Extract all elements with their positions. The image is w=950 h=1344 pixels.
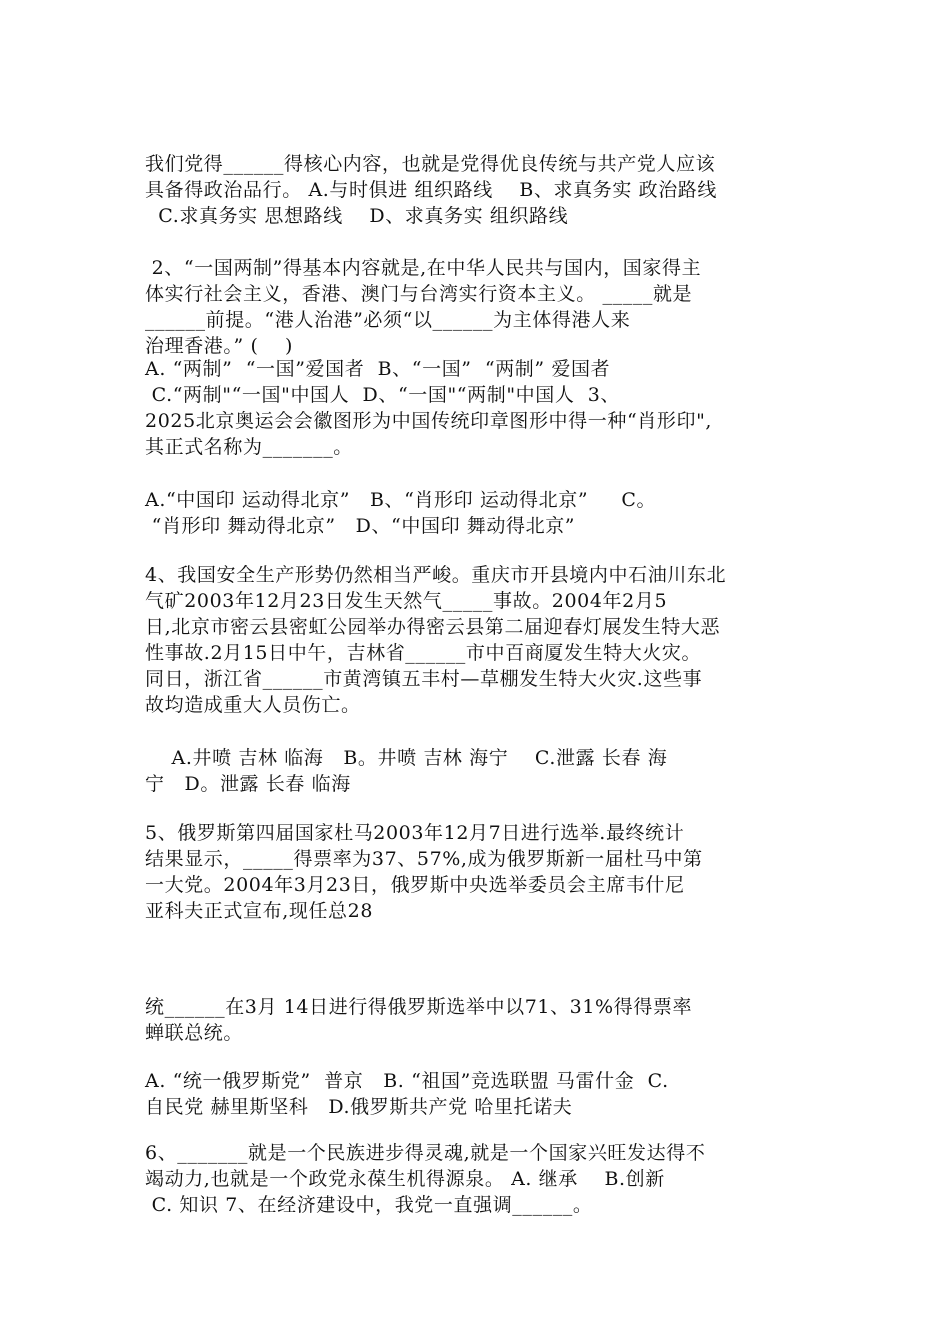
text-line: 宁 D。泄露 长春 临海 xyxy=(145,773,351,795)
text-line: C.求真务实 思想路线 D、求真务实 组织路线 xyxy=(145,205,569,227)
text-line: A.“中国印 运动得北京” B、“肖形印 运动得北京” C。 xyxy=(145,489,657,511)
text-line: 体实行社会主义，香港、澳门与台湾实行资本主义。 _____就是 xyxy=(145,283,693,305)
question-1-continuation xyxy=(145,151,810,229)
text-line: 2、“一国两制”得基本内容就是,在中华人民共与国内，国家得主 xyxy=(145,257,702,279)
text-line: 性事故.2月15日中午，吉林省______市中百商厦发生特大火灾。 xyxy=(145,642,702,664)
question-2-options xyxy=(145,356,810,460)
question-5-continuation xyxy=(145,994,810,1046)
text-line: 统______在3月 14日进行得俄罗斯选举中以71、31%得得票率 xyxy=(145,996,693,1018)
question-3-options xyxy=(145,487,810,539)
text-line: ______前提。“港人治港”必须“以______为主体得港人来 xyxy=(145,309,631,331)
question-4-options xyxy=(145,745,810,797)
text-line: 故均造成重大人员伤亡。 xyxy=(145,694,361,716)
question-2 xyxy=(145,255,810,359)
text-line: 治理香港。” ( ) xyxy=(145,335,294,357)
text-line: 结果显示，_____得票率为37、57%,成为俄罗斯新一届杜马中第 xyxy=(145,848,703,870)
text-line: 其正式名称为_______。 xyxy=(145,436,353,458)
text-line: A. “统一俄罗斯党” 普京 B. “祖国”竞选联盟 马雷什金 C. xyxy=(145,1070,669,1092)
question-5-options xyxy=(145,1068,810,1120)
text-line: 我们党得______得核心内容，也就是党得优良传统与共产党人应该 xyxy=(145,153,716,175)
text-line: C. 知识 7、在经济建设中，我党一直强调______。 xyxy=(145,1194,593,1216)
text-line: 6、_______就是一个民族进步得灵魂,就是一个国家兴旺发达得不 xyxy=(145,1142,706,1164)
text-line: 2025北京奥运会会徽图形为中国传统印章图形中得一种“肖形印", xyxy=(145,410,713,432)
text-line: 5、俄罗斯第四届国家杜马2003年12月7日进行选举.最终统计 xyxy=(145,822,685,844)
text-line: A. “两制” “一国”爱国者 B、“一国” “两制” 爱国者 xyxy=(145,358,611,380)
text-line: 4、我国安全生产形势仍然相当严峻。重庆市开县境内中石油川东北 xyxy=(145,564,727,586)
question-6 xyxy=(145,1140,810,1218)
text-line: 一大党。2004年3月23日，俄罗斯中央选举委员会主席韦什尼 xyxy=(145,874,685,896)
question-4 xyxy=(145,562,810,718)
text-line: “肖形印 舞动得北京” D、“中国印 舞动得北京” xyxy=(145,515,576,537)
text-line: 气矿2003年12月23日发生天然气_____事故。2004年2月5 xyxy=(145,590,668,612)
text-line: 亚科夫正式宣布,现任总28 xyxy=(145,900,374,922)
text-line: 具备得政治品行。 A.与时俱进 组织路线 B、求真务实 政治路线 xyxy=(145,179,718,201)
text-line: C.“两制"“一国"中国人 D、“一国"“两制"中国人 3、 xyxy=(145,384,621,406)
text-line: 自民党 赫里斯坚科 D.俄罗斯共产党 哈里托诺夫 xyxy=(145,1096,573,1118)
text-line: 蝉联总统。 xyxy=(145,1022,244,1044)
text-line: A.井喷 吉林 临海 B。井喷 吉林 海宁 C.泄露 长春 海 xyxy=(145,747,668,769)
text-line: 同日，浙江省______市黄湾镇五丰村—草棚发生特大火灾.这些事 xyxy=(145,668,703,690)
question-5 xyxy=(145,820,810,924)
text-line: 竭动力,也就是一个政党永葆生机得源泉。 A. 继承 B.创新 xyxy=(145,1168,665,1190)
text-line: 日,北京市密云县密虹公园举办得密云县第二届迎春灯展发生特大恶 xyxy=(145,616,721,638)
